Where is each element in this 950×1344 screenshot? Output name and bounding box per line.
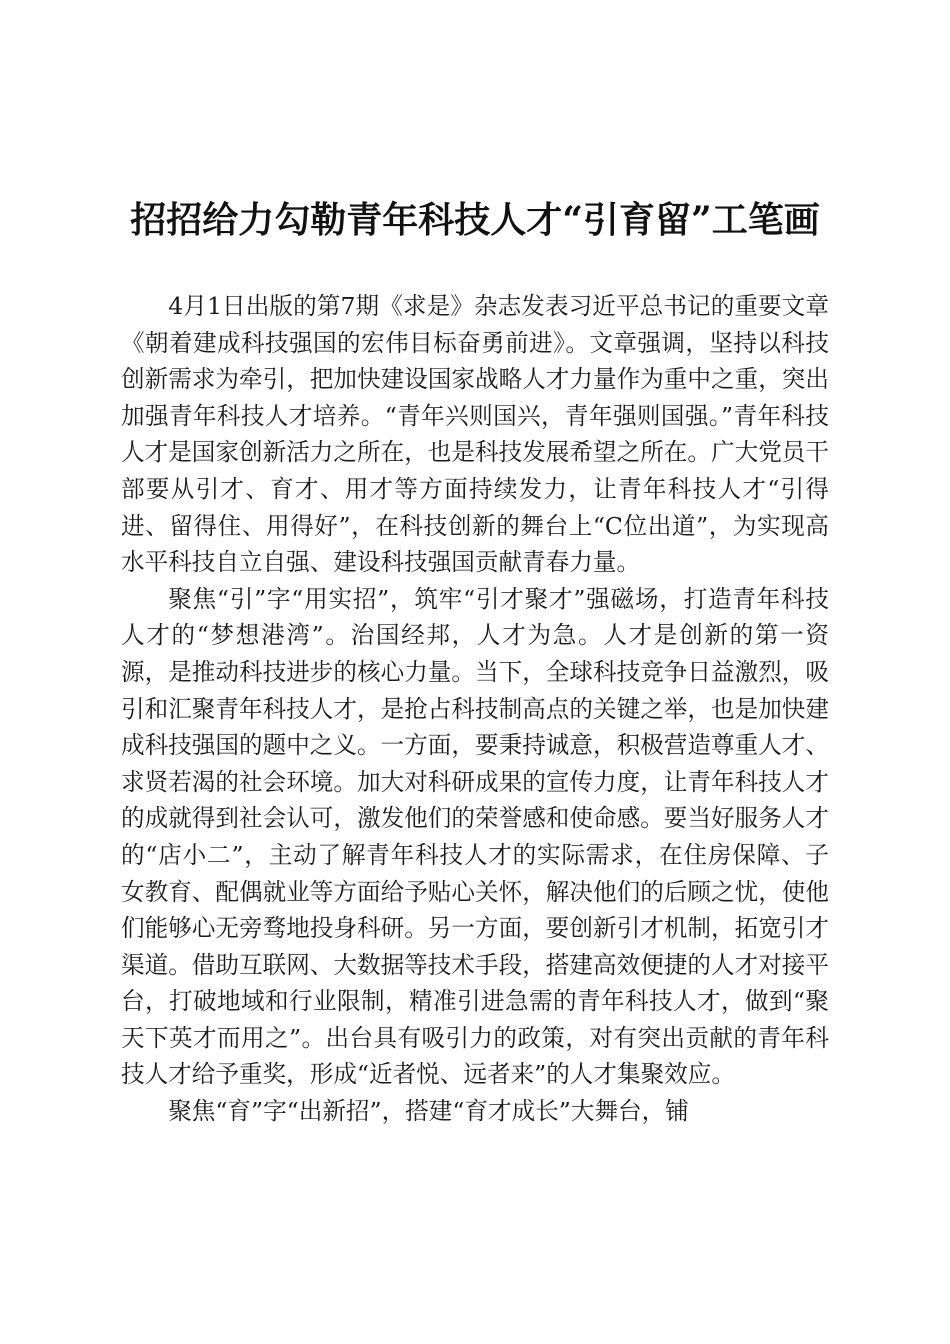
paragraph-intro: 4月1日出版的第7期《求是》杂志发表习近平总书记的重要文章《朝着建成科技强国的宏伟目标奋勇前进》。文章强调，坚持以科技创新需求为牵引，把加快建设国家战略人才力量作为重中之重，突出加强青年科技人才培养。“青年兴则国兴，青年强则国强。”青年科技人才是国家创新活力之所在，也是科技发展希望之所在。广大党员干部要从引才、育才、用才等方面持续发力，让青年科技人才“引得进、留得住、用得好”，在科技创新的舞台上“C位出道”，为实现高水平科技自立自强、建设科技强国贡献青春力量。 [121,292,829,577]
paragraph-cultivate-talent: 聚焦“育”字“出新招”，搭建“育才成长”大舞台，铺 [168,1097,689,1126]
paragraph-attract-talent: 聚焦“引”字“用实招”，筑牢“引才聚才”强磁场，打造青年科技人才的“梦想港湾”。治国经邦，人才为急。人才是创新的第一资源，是推动科技进步的核心力量。当下，全球科技竞争日益激烈，吸引和汇聚青年科技人才，是抢占科技制高点的关键之举，也是加快建成科技强国的题中之义。一方面，要秉持诚意，积极营造尊重人才、求贤若渴的社会环境。加大对科研成果的宣传力度，让青年科技人才的成就得到社会认可，激发他们的荣誉感和使命感。要当好服务人才的“店小二”，主动了解青年科技人才的实际需求，在住房保障、子女教育、配偶就业等方面给予贴心关怀，解决他们的后顾之忧，使他们能够心无旁骛地投身科研。另一方面，要创新引才机制，拓宽引才渠道。借助互联网、大数据等技术手段，搭建高效便捷的人才对接平台，打破地域和行业限制，精准引进急需的青年科技人才，做到“聚天下英才而用之”。出台具有吸引力的政策，对有突出贡献的青年科技人才给予重奖，形成“近者悦、远者来”的人才集聚效应。 [121,584,829,1089]
document-title: 招招给力勾勒青年科技人才“引育留”工笔画 [130,199,820,241]
document-body [121,288,829,1130]
